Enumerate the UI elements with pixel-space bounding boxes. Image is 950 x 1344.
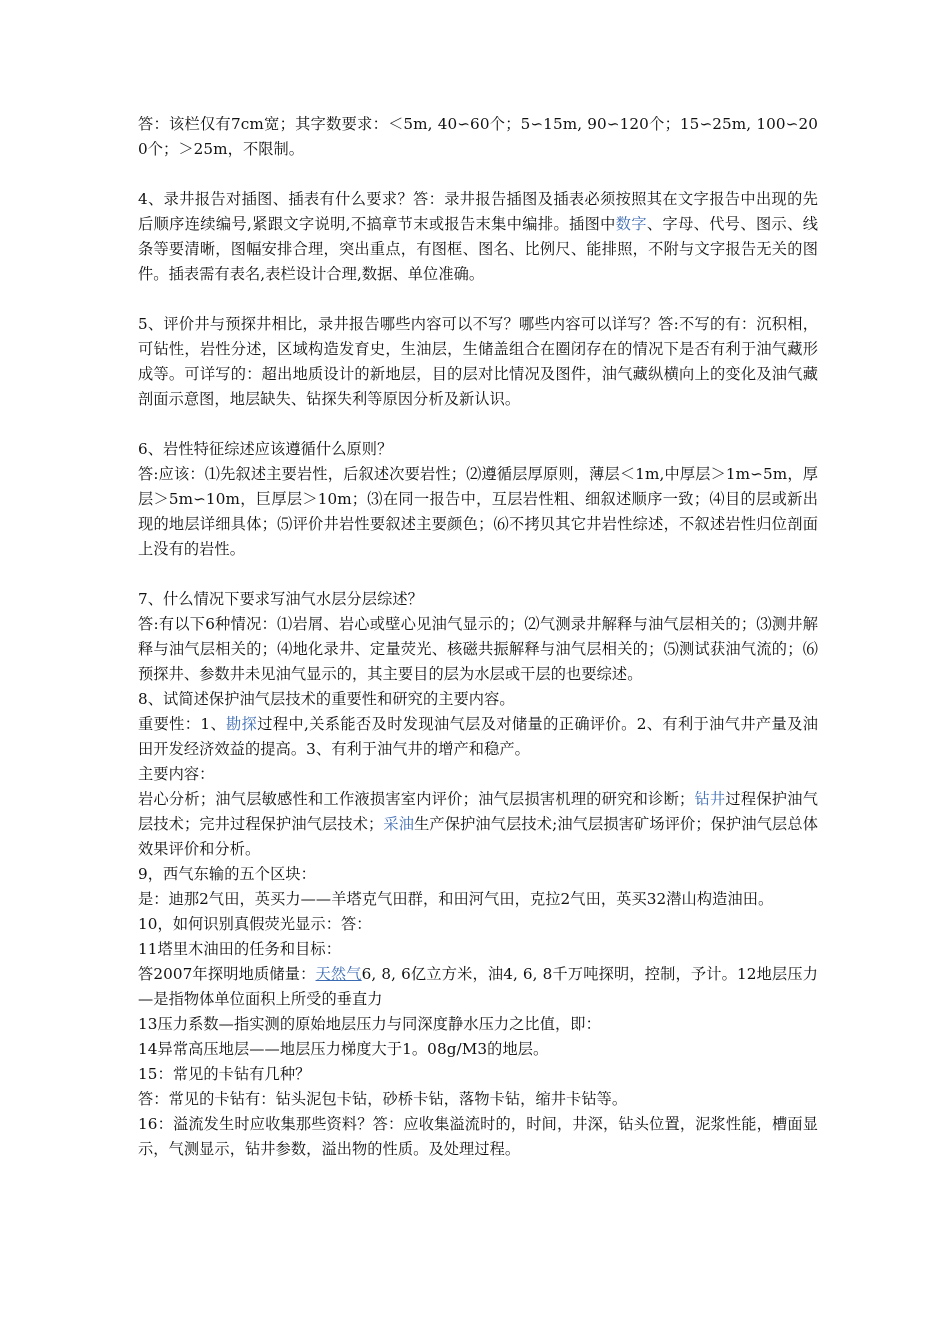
question-11-answer-text-2: 6, 8, 6亿立方米，油4, 6, 8千万吨探明，控制，予计。12地层压力—是指物体单位面积上所受的垂直力 — [138, 965, 818, 1008]
question-8-content-text-2: 过程保护油气层技术；完井过程保护油气层技术； — [138, 790, 818, 833]
question-8-content-text-1: 岩心分析；油气层敏感性和工作液损害室内评价；油气层损害机理的研究和诊断； — [138, 790, 695, 808]
paragraph-gap — [138, 162, 818, 187]
question-15-title: 15：常见的卡钻有几种？ — [138, 1065, 311, 1083]
link-natural-gas[interactable]: 天然气 — [315, 965, 362, 983]
paragraph-gap — [138, 287, 818, 312]
link-oil-production[interactable]: 采油 — [383, 815, 415, 833]
question-9-answer: 是：迪那2气田，英买力——羊塔克气田群，和田河气田，克拉2气田，英买32潜山构造油田。 — [138, 890, 774, 908]
question-8-importance-text-1: 重要性：1、 — [138, 715, 227, 733]
document-page — [138, 112, 818, 1162]
question-13: 13压力系数—指实测的原始地层压力与同深度静水压力之比值，即： — [138, 1015, 601, 1033]
question-6-title: 6、岩性特征综述应该遵循什么原则？ — [138, 440, 393, 458]
link-exploration[interactable]: 勘探 — [226, 715, 258, 733]
question-8-importance-text-2: 过程中,关系能否及时发现油气层及对储量的正确评价。2、有利于油气井产量及油田开发经济效益的提高。3、有利于油气井的增产和稳产。 — [138, 715, 818, 758]
question-11-title: 11塔里木油田的任务和目标： — [138, 940, 341, 958]
question-7-answer: 答:有以下6种情况：⑴岩屑、岩心或壁心见油气显示的；⑵气测录井解释与油气层相关的；⑶测井解释与油气层相关的；⑷地化录井、定量荧光、核磁共振解释与油气层相关的；⑸测试获油气流的；⑹预探井、参数井未见油气显示的，其主要目的层为水层或干层的也要综述。 — [138, 615, 818, 683]
question-8-content — [138, 787, 818, 862]
question-7-title: 7、什么情况下要求写油气水层分层综述？ — [138, 590, 423, 608]
question-11-answer — [138, 962, 818, 1012]
link-digits[interactable]: 数字 — [615, 215, 647, 233]
question-8-importance — [138, 712, 818, 762]
question-11-answer-text-1: 答2007年探明地质储量： — [138, 965, 316, 983]
question-8-title: 8、试简述保护油气层技术的重要性和研究的主要内容。 — [138, 690, 515, 708]
paragraph-gap — [138, 412, 818, 437]
paragraph-gap — [138, 562, 818, 587]
question-8-content-label: 主要内容： — [138, 765, 215, 783]
question-15-answer: 答：常见的卡钻有：钻头泥包卡钻，砂桥卡钻，落物卡钻，缩井卡钻等。 — [138, 1090, 628, 1108]
question-4 — [138, 187, 818, 287]
question-9-title: 9，西气东输的五个区块： — [138, 865, 316, 883]
link-drilling[interactable]: 钻井 — [694, 790, 726, 808]
question-10: 10，如何识别真假荧光显示：答： — [138, 915, 372, 933]
question-6-answer: 答:应该：⑴先叙述主要岩性，后叙述次要岩性；⑵遵循层厚原则，薄层＜1m,中厚层＞1m∽5m，厚层＞5m∽10m，巨厚层＞10m；⑶在同一报告中，互层岩性粗、细叙述顺序一致；⑷目的层或新出现的地层详细具体；⑸评价井岩性要叙述主要颜色；⑹不拷贝其它井岩性综述，不叙述岩性归位剖面上没有的岩性。 — [138, 465, 818, 558]
question-16: 16：溢流发生时应收集那些资料？答：应收集溢流时的，时间，井深，钻头位置，泥浆性能，槽面显示，气测显示，钻井参数，溢出物的性质。及处理过程。 — [138, 1115, 818, 1158]
question-4-text-2: 、字母、代号、图示、线条等要清晰，图幅安排合理，突出重点，有图框、图名、比例尺、能排照，不附与文字报告无关的图件。插表需有表名,表栏设计合理,数据、单位准确。 — [138, 215, 818, 283]
question-14: 14异常高压地层——地层压力梯度大于1。08g/M3的地层。 — [138, 1040, 549, 1058]
question-5: 5、评价井与预探井相比，录井报告哪些内容可以不写？哪些内容可以详写？答:不写的有：沉积相，可钻性，岩性分述，区域构造发育史，生油层，生储盖组合在圈闭存在的情况下是否有利于油气藏形成等。可详写的：超出地质设计的新地层，目的层对比情况及图件，油气藏纵横向上的变化及油气藏剖面示意图，地层缺失、钻探失利等原因分析及新认识。 — [138, 315, 818, 408]
question-8-content-text-3: 生产保护油气层技术;油气层损害矿场评价；保护油气层总体效果评价和分析。 — [138, 815, 819, 858]
answer-column-width: 答：该栏仅有7cm宽；其字数要求：＜5m, 40∽60个；5∽15m, 90∽120个；15∽25m, 100∽200个；＞25m，不限制。 — [138, 115, 818, 158]
question-4-text-1: 4、录井报告对插图、插表有什么要求？答：录井报告插图及插表必须按照其在文字报告中出现的先后顺序连续编号,紧跟文字说明,不搞章节末或报告末集中编排。插图中 — [138, 190, 818, 233]
